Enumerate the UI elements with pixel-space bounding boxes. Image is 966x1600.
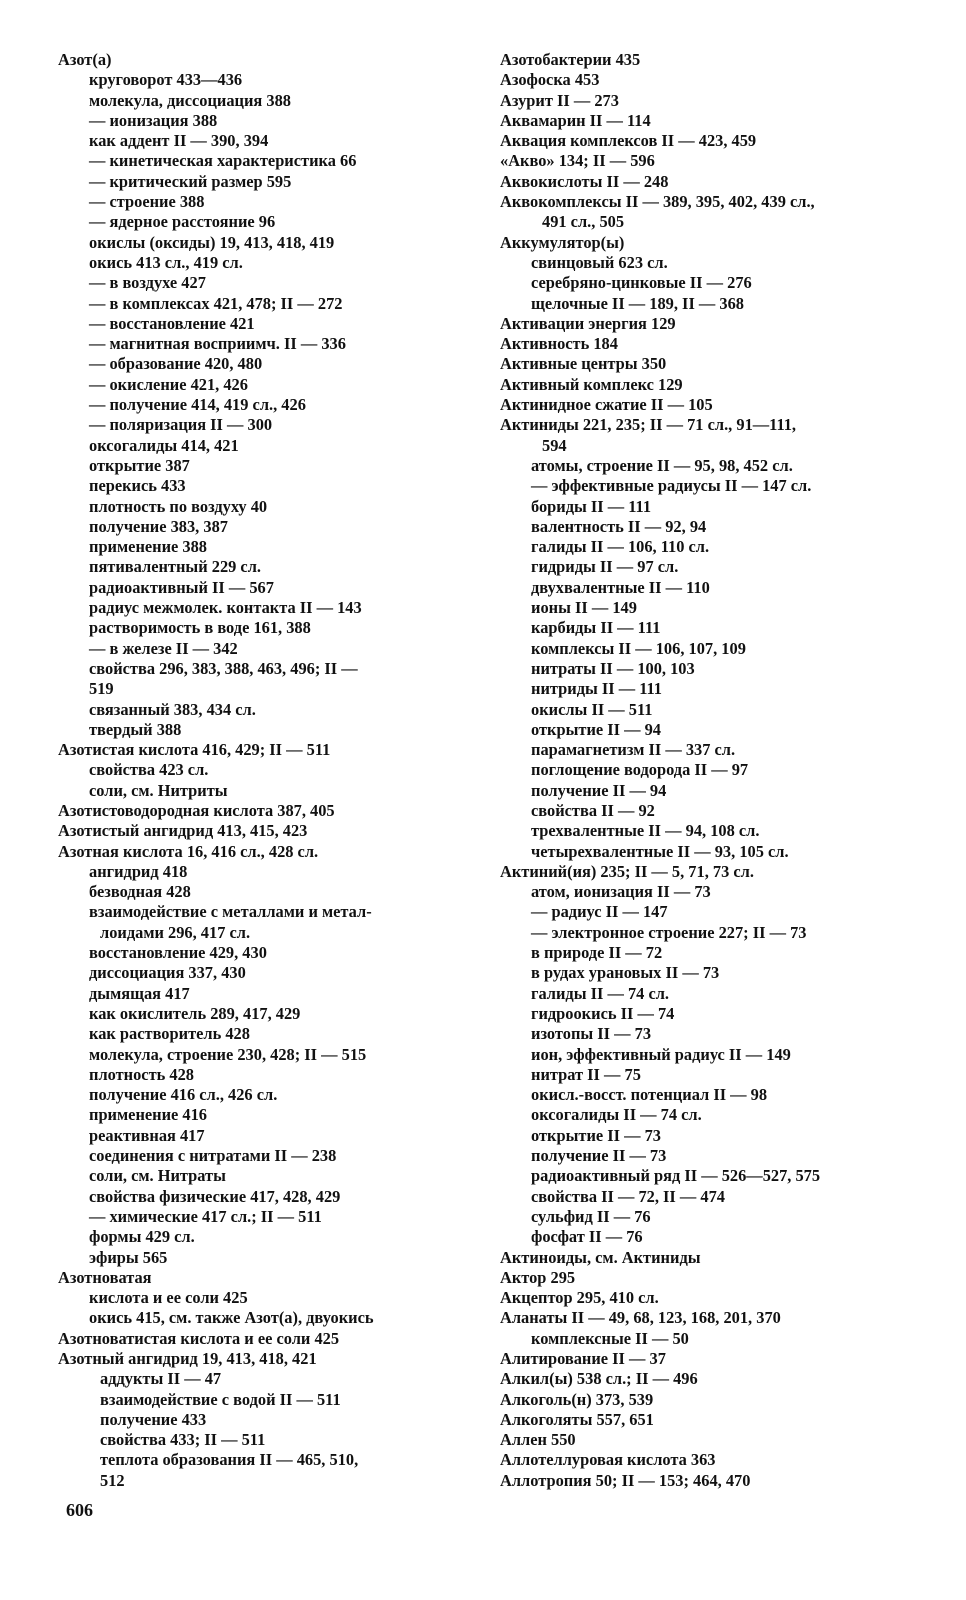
index-subentry: взаимодействие с водой II — 511 (100, 1389, 341, 1409)
index-subentry: свойства II — 92 (531, 800, 655, 820)
index-entry: Аллен 550 (500, 1430, 576, 1450)
index-subentry: — химические 417 сл.; II — 511 (89, 1206, 322, 1226)
index-subentry: трехвалентные II — 94, 108 сл. (531, 821, 760, 841)
index-entry: Активации энергия 129 (500, 313, 676, 333)
index-subentry: связанный 383, 434 сл. (89, 699, 256, 719)
index-entry: Аланаты II — 49, 68, 123, 168, 201, 370 (500, 1308, 781, 1328)
index-subentry: — ядерное расстояние 96 (89, 212, 276, 232)
index-subentry: комплексные II — 50 (531, 1328, 689, 1348)
index-subentry: нитраты II — 100, 103 (531, 658, 695, 678)
index-subentry: гидриды II — 97 сл. (531, 557, 679, 577)
index-subentry: — восстановление 421 (89, 313, 255, 333)
index-subentry: получение 416 сл., 426 сл. (89, 1085, 278, 1105)
index-subentry: применение 388 (89, 537, 208, 557)
index-subentry: ангидрид 418 (89, 861, 188, 881)
index-entry: «Акво» 134; II — 596 (500, 151, 655, 171)
index-entry: Азотный ангидрид 19, 413, 418, 421 (58, 1349, 317, 1368)
index-entry: Актор 295 (500, 1267, 576, 1287)
index-subentry: реактивная 417 (89, 1125, 205, 1145)
index-subentry: окись 415, см. также Азот(а), двуокись (89, 1308, 374, 1328)
index-subentry: как аддент II — 390, 394 (89, 131, 269, 151)
index-subentry: эфиры 565 (89, 1247, 168, 1267)
index-subentry: свойства 423 сл. (89, 760, 209, 780)
index-subentry: — окисление 421, 426 (89, 374, 248, 394)
index-entry: Аллотеллуровая кислота 363 (500, 1450, 716, 1470)
index-subentry: применение 416 (89, 1105, 208, 1125)
index-entry: Алкоголь(н) 373, 539 (500, 1389, 654, 1409)
index-subentry: четырехвалентные II — 93, 105 сл. (531, 841, 789, 861)
index-subentry: ионы II — 149 (531, 598, 637, 618)
index-subentry: — строение 388 (89, 192, 205, 212)
index-subentry: оксогалиды II — 74 сл. (531, 1105, 702, 1125)
index-subentry: кислота и ее соли 425 (89, 1288, 248, 1308)
index-subentry: открытие II — 73 (531, 1125, 661, 1145)
index-entry: Азотистоводородная кислота 387, 405 (58, 800, 335, 820)
index-subentry: фосфат II — 76 (531, 1227, 643, 1247)
index-subentry: бориды II — 111 (531, 496, 652, 516)
index-subentry: аддукты II — 47 (100, 1369, 222, 1389)
index-subentry: — в комплексах 421, 478; II — 272 (89, 293, 343, 313)
index-subentry: растворимость в воде 161, 388 (89, 618, 311, 638)
index-subentry: 491 сл., 505 (542, 212, 625, 232)
index-subentry: — в воздухе 427 (89, 273, 206, 293)
index-subentry: — кинетическая характеристика 66 (89, 151, 357, 171)
index-subentry: получение II — 94 (531, 780, 667, 800)
index-subentry: атомы, строение II — 95, 98, 452 сл. (531, 455, 793, 475)
index-subentry: получение 383, 387 (89, 516, 228, 536)
index-subentry: — электронное строение 227; II — 73 (531, 922, 807, 942)
index-subentry: комплексы II — 106, 107, 109 (531, 638, 746, 658)
index-subentry: соли, см. Нитриты (89, 780, 228, 800)
index-entry: Азотистый ангидрид 413, 415, 423 (58, 821, 308, 841)
index-subentry: — ионизация 388 (89, 110, 218, 130)
index-subentry: формы 429 сл. (89, 1227, 195, 1247)
index-subentry: — образование 420, 480 (89, 354, 263, 374)
index-subentry: 519 (89, 679, 114, 699)
index-subentry: молекула, диссоциация 388 (89, 90, 291, 110)
index-subentry: окислы (оксиды) 19, 413, 418, 419 (89, 232, 335, 252)
index-subentry: перекись 433 (89, 476, 186, 496)
index-subentry: радиоактивный ряд II — 526—527, 575 (531, 1166, 821, 1186)
index-entry: Активность 184 (500, 334, 618, 354)
index-subentry: радиус межмолек. контакта II — 143 (89, 598, 362, 618)
index-subentry: щелочные II — 189, II — 368 (531, 293, 744, 313)
index-subentry: в рудах урановых II — 73 (531, 963, 720, 983)
index-entry: Азотноватая (58, 1267, 152, 1287)
index-subentry: — эффективные радиусы II — 147 сл. (531, 476, 812, 496)
index-subentry: как растворитель 428 (89, 1024, 250, 1044)
index-subentry: — в железе II — 342 (89, 638, 238, 658)
index-subentry: свойства 433; II — 511 (100, 1430, 266, 1450)
index-subentry: пятивалентный 229 сл. (89, 557, 261, 577)
index-subentry: открытие II — 94 (531, 719, 661, 739)
index-subentry: валентность II — 92, 94 (531, 516, 707, 536)
index-entry: Аккумулятор(ы) (500, 232, 625, 252)
index-subentry: безводная 428 (89, 882, 191, 902)
index-subentry: карбиды II — 111 (531, 618, 661, 638)
index-subentry: молекула, строение 230, 428; II — 515 (89, 1044, 367, 1064)
index-subentry: соли, см. Нитраты (89, 1166, 226, 1186)
index-entry: Акцептор 295, 410 сл. (500, 1288, 659, 1308)
index-subentry: серебряно-цинковые II — 276 (531, 273, 752, 293)
page-number: 606 (66, 1500, 93, 1520)
index-subentry: нитрат II — 75 (531, 1064, 641, 1084)
index-entry: Аллотропия 50; II — 153; 464, 470 (500, 1470, 751, 1490)
index-entry: Аквокомплексы II — 389, 395, 402, 439 сл., (500, 192, 815, 212)
index-entry: Активный комплекс 129 (500, 374, 683, 394)
index-subentry: — получение 414, 419 сл., 426 (89, 395, 306, 415)
index-entry: Аквокислоты II — 248 (500, 171, 669, 191)
index-subentry: радиоактивный II — 567 (89, 577, 274, 597)
index-entry: Аквация комплексов II — 423, 459 (500, 131, 757, 151)
index-entry: Азотноватистая кислота и ее соли 425 (58, 1328, 340, 1348)
index-subentry: — критический размер 595 (89, 171, 292, 191)
index-subentry: получение 433 (100, 1409, 207, 1429)
index-subentry: лоидами 296, 417 сл. (100, 922, 251, 942)
index-subentry: окислы II — 511 (531, 699, 653, 719)
index-entry: Актиноиды, см. Актиниды (500, 1247, 701, 1267)
index-entry: Актинидное сжатие II — 105 (500, 395, 713, 415)
index-subentry: изотопы II — 73 (531, 1024, 652, 1044)
index-subentry: в природе II — 72 (531, 943, 663, 963)
index-subentry: атом, ионизация II — 73 (531, 882, 711, 902)
index-subentry: теплота образования II — 465, 510, (100, 1450, 359, 1470)
index-subentry: ион, эффективный радиус II — 149 (531, 1044, 791, 1064)
index-entry: Азурит II — 273 (500, 90, 619, 110)
index-subentry: парамагнетизм II — 337 сл. (531, 740, 736, 760)
index-entry: Активные центры 350 (500, 354, 667, 374)
index-subentry: взаимодействие с металлами и метал- (89, 902, 372, 922)
index-subentry: двухвалентные II — 110 (531, 577, 710, 597)
index-subentry: — магнитная восприимч. II — 336 (89, 334, 346, 354)
index-subentry: 512 (100, 1470, 125, 1490)
index-subentry: плотность 428 (89, 1064, 194, 1084)
index-subentry: соединения с нитратами II — 238 (89, 1146, 337, 1166)
index-entry: Азотная кислота 16, 416 сл., 428 сл. (58, 841, 319, 861)
index-subentry: оксогалиды 414, 421 (89, 435, 239, 455)
index-subentry: свойства физические 417, 428, 429 (89, 1186, 341, 1206)
index-subentry: 594 (542, 435, 567, 455)
index-entry: Алкоголяты 557, 651 (500, 1409, 654, 1429)
index-entry: Аквамарин II — 114 (500, 110, 651, 130)
index-subentry: дымящая 417 (89, 983, 190, 1003)
index-subentry: получение II — 73 (531, 1146, 667, 1166)
index-subentry: свойства 296, 383, 388, 463, 496; II — (89, 658, 358, 678)
index-entry: Алкил(ы) 538 сл.; II — 496 (500, 1369, 698, 1389)
index-subentry: нитриды II — 111 (531, 679, 663, 699)
index-subentry: гидроокись II — 74 (531, 1003, 675, 1023)
index-subentry: сульфид II — 76 (531, 1206, 651, 1226)
index-entry: Азотобактерии 435 (500, 50, 641, 69)
index-subentry: галиды II — 74 сл. (531, 983, 670, 1003)
index-column-right (500, 50, 920, 1491)
index-entry: Азофоска 453 (500, 70, 600, 90)
index-entry: Актиниды 221, 235; II — 71 сл., 91—111, (500, 415, 797, 435)
index-subentry: восстановление 429, 430 (89, 943, 267, 963)
index-subentry: круговорот 433—436 (89, 70, 243, 90)
index-subentry: галиды II — 106, 110 сл. (531, 537, 710, 557)
index-subentry: окись 413 сл., 419 сл. (89, 252, 243, 272)
index-subentry: плотность по воздуху 40 (89, 496, 268, 516)
index-subentry: окисл.-восст. потенциал II — 98 (531, 1085, 768, 1105)
index-entry: Азот(а) (58, 50, 112, 69)
index-subentry: поглощение водорода II — 97 (531, 760, 749, 780)
index-entry: Актиний(ия) 235; II — 5, 71, 73 сл. (500, 861, 754, 881)
index-subentry: — радиус II — 147 (531, 902, 668, 922)
index-entry: Алитирование II — 37 (500, 1349, 666, 1368)
index-subentry: диссоциация 337, 430 (89, 963, 246, 983)
index-subentry: как окислитель 289, 417, 429 (89, 1003, 301, 1023)
index-subentry: — поляризация II — 300 (89, 415, 273, 435)
index-entry: Азотистая кислота 416, 429; II — 511 (58, 740, 331, 760)
index-subentry: свойства II — 72, II — 474 (531, 1186, 725, 1206)
index-column-left (58, 50, 476, 1491)
index-subentry: твердый 388 (89, 719, 182, 739)
index-subentry: открытие 387 (89, 455, 190, 475)
index-subentry: свинцовый 623 сл. (531, 252, 668, 272)
